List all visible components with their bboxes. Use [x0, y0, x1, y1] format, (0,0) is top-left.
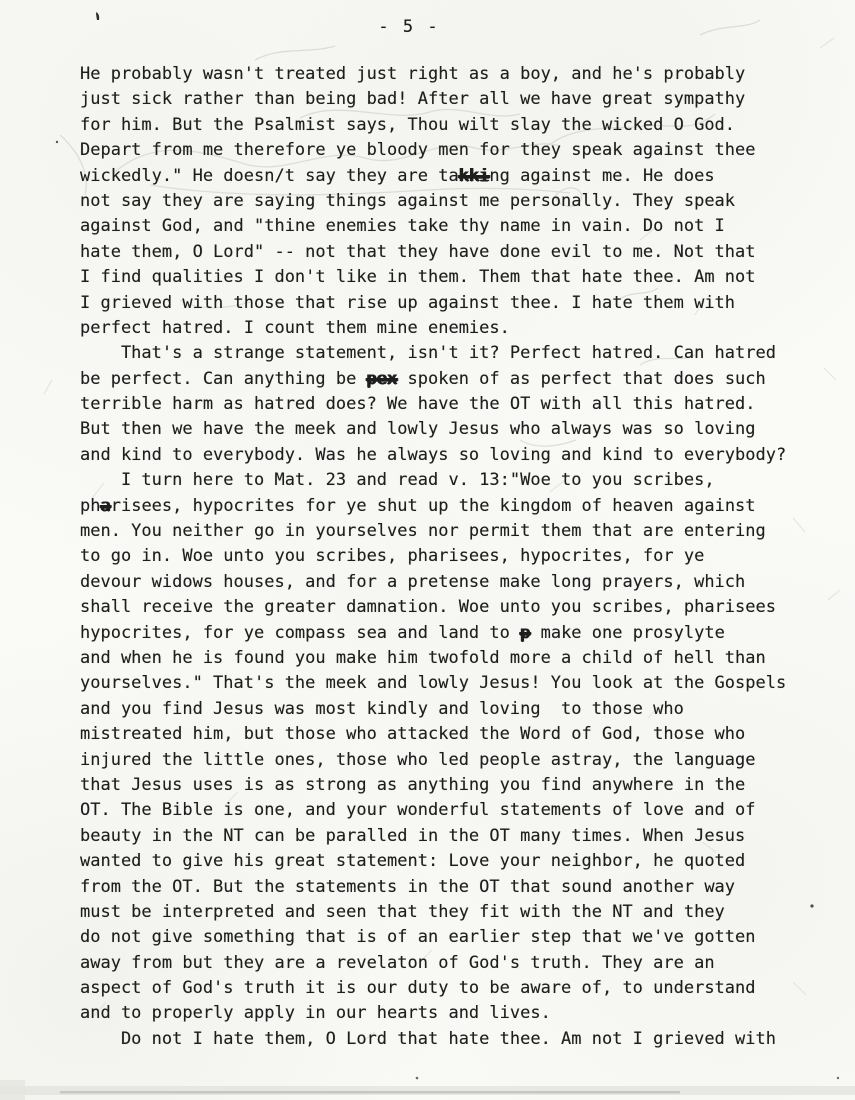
- text-segment: and kind to everybody. Was he always so loving and kind to everybody?: [80, 444, 787, 465]
- text-segment: mistreated him, but those who attacked the Word of God, those who: [80, 724, 746, 745]
- text-line: [80, 544, 786, 569]
- text-segment: He probably wasn't treated just right as a boy, and he's probably: [80, 64, 746, 84]
- overtyped-text: p: [520, 622, 531, 643]
- text-segment: that Jesus uses is as strong as anything you find anywhere in the: [80, 774, 746, 795]
- text-segment: and when he is found you make him twofold more a child of hell than: [80, 647, 766, 668]
- text-segment: OT. The Bible is one, and your wonderful statements of love and of: [80, 800, 756, 821]
- text-line: [80, 87, 786, 112]
- text-line: [80, 291, 786, 316]
- text-line: [80, 722, 786, 747]
- text-line: [80, 976, 786, 1001]
- text-line: [80, 392, 786, 417]
- text-line: [80, 570, 786, 595]
- text-line: [80, 189, 786, 214]
- text-line: [80, 164, 786, 189]
- text-segment: and you find Jesus was most kindly and loving to those who: [80, 698, 684, 719]
- text-segment: to go in. Woe unto you scribes, pharisees, hypocrites, for ye: [80, 546, 705, 567]
- text-segment: risees, hypocrites for ye shut up the kingdom of heaven against: [110, 495, 756, 516]
- text-segment: beauty in the NT can be paralled in the OT many times. When Jesus: [80, 825, 746, 846]
- text-segment: perfect hatred. I count them mine enemies.: [80, 317, 510, 338]
- text-line: [80, 697, 786, 722]
- text-segment: terrible harm as hatred does? We have the OT with all this hatred.: [80, 394, 756, 415]
- text-segment: But then we have the meek and lowly Jesus who always was so loving: [80, 419, 756, 440]
- text-segment: spoken of as perfect that does such: [397, 368, 766, 389]
- text-line: [80, 875, 786, 900]
- text-line: [80, 951, 786, 976]
- typewritten-text: [80, 62, 786, 1052]
- text-segment: do not give something that is of an earlier step that we've gotten: [80, 927, 756, 948]
- text-segment: I grieved with those that rise up against thee. I hate them with: [80, 292, 736, 313]
- overtyped-text: kki: [458, 165, 490, 186]
- text-segment: make one prosylyte: [530, 622, 725, 643]
- text-segment: aspect of God's truth it is our duty to be aware of, to understand: [80, 978, 756, 999]
- text-segment: and to properly apply in our hearts and lives.: [80, 1003, 551, 1024]
- text-line: [80, 748, 786, 773]
- text-line: [80, 671, 786, 696]
- text-line: [80, 240, 786, 265]
- text-segment: devour widows houses, and for a pretense make long prayers, which: [80, 571, 746, 592]
- overtyped-text: pex: [366, 368, 398, 389]
- text-line: [80, 62, 786, 87]
- text-segment: ng against me. He does: [489, 165, 715, 186]
- text-segment: That's a strange statement, isn't it? Perfect hatred. Can hatred: [80, 343, 776, 364]
- text-segment: be perfect. Can anything be: [80, 368, 367, 389]
- text-segment: wickedly." He doesn/t say they are ta: [80, 165, 459, 186]
- text-line: [80, 316, 786, 341]
- text-segment: not say they are saying things against me personally. They speak: [80, 190, 736, 211]
- text-line: [80, 113, 786, 138]
- text-segment: men. You neither go in yourselves nor permit them that are entering: [80, 521, 766, 542]
- text-line: [80, 1001, 786, 1026]
- text-segment: ph: [80, 495, 101, 516]
- text-line: [80, 849, 786, 874]
- text-segment: injured the little ones, those who led people astray, the language: [80, 749, 756, 770]
- text-segment: Do not I hate them, O Lord that hate thee. Am not I grieved with: [80, 1028, 776, 1049]
- text-line: [80, 341, 786, 366]
- text-segment: from the OT. But the statements in the OT that sound another way: [80, 876, 736, 897]
- text-line: [80, 798, 786, 823]
- text-line: [80, 417, 786, 442]
- text-line: [80, 595, 786, 620]
- text-line: [80, 900, 786, 925]
- text-segment: yourselves." That's the meek and lowly Jesus! You look at the Gospels: [80, 673, 787, 694]
- text-line: [80, 214, 786, 239]
- text-line: [80, 367, 786, 392]
- text-segment: I turn here to Mat. 23 and read v. 13:"Woe to you scribes,: [80, 470, 715, 491]
- text-line: [80, 621, 786, 646]
- text-line: [80, 494, 786, 519]
- text-line: [80, 925, 786, 950]
- text-segment: for him. But the Psalmist says, Thou wilt slay the wicked O God.: [80, 114, 736, 135]
- text-segment: hypocrites, for ye compass sea and land to: [80, 622, 521, 643]
- text-line: [80, 265, 786, 290]
- page-number: - 5 -: [378, 17, 440, 37]
- text-line: [80, 519, 786, 544]
- text-line: [80, 773, 786, 798]
- text-segment: against God, and "thine enemies take thy name in vain. Do not I: [80, 216, 725, 237]
- text-segment: away from but they are a revelaton of God's truth. They are an: [80, 952, 715, 973]
- text-segment: wanted to give his great statement: Love your neighbor, he quoted: [80, 851, 746, 872]
- text-segment: I find qualities I don't like in them. Them that hate thee. Am not: [80, 267, 756, 288]
- text-line: [80, 138, 786, 163]
- text-line: [80, 646, 786, 671]
- text-segment: Depart from me therefore ye bloody men for they speak against thee: [80, 140, 756, 161]
- text-line: [80, 824, 786, 849]
- text-segment: hate them, O Lord" -- not that they have done evil to me. Not that: [80, 241, 756, 262]
- text-segment: shall receive the greater damnation. Woe unto you scribes, pharisees: [80, 597, 776, 618]
- text-segment: just sick rather than being bad! After all we have great sympathy: [80, 89, 746, 110]
- text-segment: must be interpreted and seen that they fit with the NT and they: [80, 901, 725, 922]
- text-line: [80, 443, 786, 468]
- text-line: [80, 1027, 786, 1052]
- overtyped-text: a: [100, 495, 111, 516]
- text-line: [80, 468, 786, 493]
